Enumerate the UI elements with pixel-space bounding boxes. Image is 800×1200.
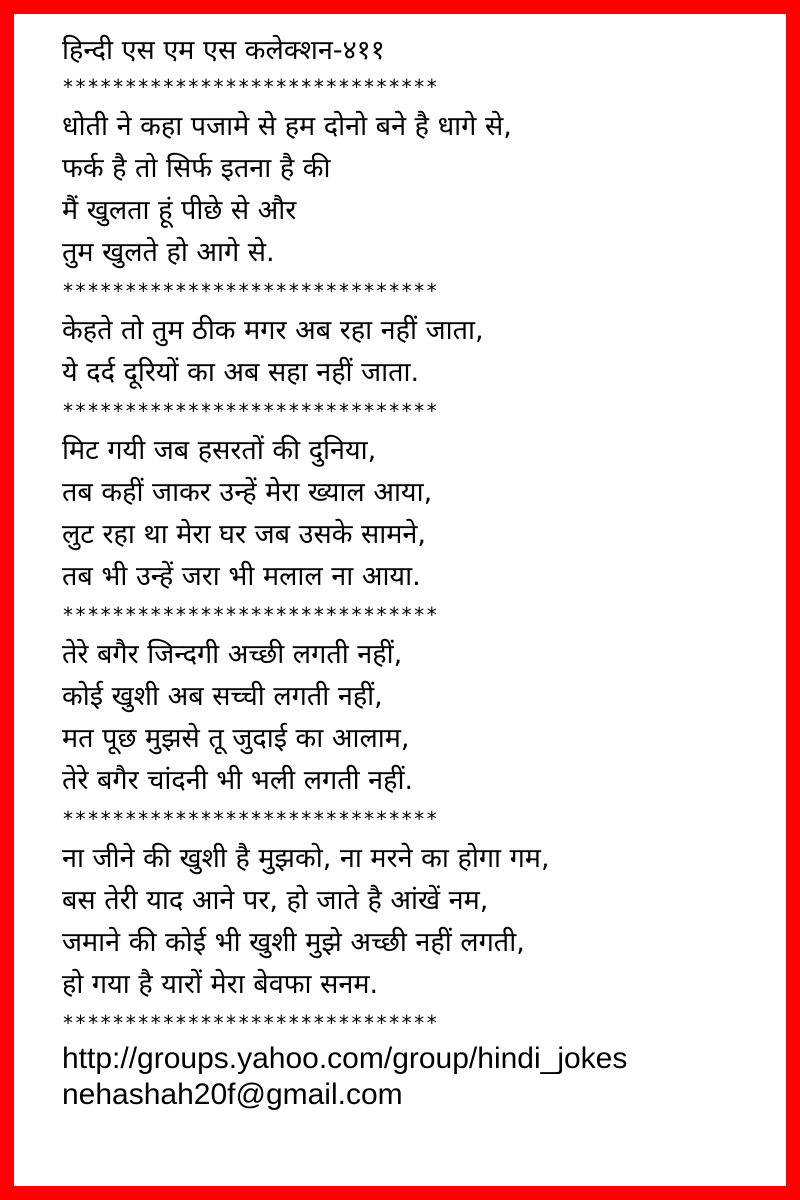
document-page [14,14,786,1186]
sms-collection [62,32,762,1112]
sms-line: तेरे बगैर जिन्दगी अच्छी लगती नहीं, [62,639,403,670]
separator: ****************************** [62,603,439,627]
sms-line: फर्क है तो सिर्फ इतना है की [62,153,331,184]
sms-line: ये दर्द दूरियों का अब सहा नहीं जाता. [62,357,420,388]
sms-line: हो गया है यारों मेरा बेवफा सनम. [62,969,379,1000]
separator: ****************************** [62,1011,439,1035]
sms-line: तब भी उन्हें जरा भी मलाल ना आया. [62,561,421,592]
sms-block-5 [62,838,762,1006]
sms-block-2 [62,310,762,394]
sms-line: तब कहीं जाकर उन्हें मेरा ख्याल आया, [62,477,433,508]
sms-line: जमाने की कोई भी खुशी मुझे अच्छी नहीं लगती, [62,927,525,958]
sms-block-1 [62,106,762,274]
separator: ****************************** [62,399,439,423]
separator: ****************************** [62,75,439,99]
sms-line: बस तेरी याद आने पर, हो जाते है आंखें नम, [62,885,489,916]
sms-line: मत पूछ मुझसे तू जुदाई का आलाम, [62,723,410,754]
sms-line: ना जीने की खुशी है मुझको, ना मरने का होगा गम, [62,843,550,874]
sms-line: धोती ने कहा पजामे से हम दोनो बने है धागे से, [62,111,512,142]
separator: ****************************** [62,807,439,831]
sms-line: मैं खुलता हूं पीछे से और [62,195,297,226]
sms-block-3 [62,430,762,598]
sms-line: तेरे बगैर चांदनी भी भली लगती नहीं. [62,765,414,796]
group-url: http://groups.yahoo.com/group/hindi_jokes [62,1042,628,1075]
separator: ****************************** [62,279,439,303]
sms-block-4 [62,634,762,802]
sms-line: केहते तो तुम ठीक मगर अब रहा नहीं जाता, [62,315,484,346]
collection-title: हिन्दी एस एम एस कलेक्शन-४११ [62,35,385,66]
sms-line: कोई खुशी अब सच्ची लगती नहीं, [62,681,383,712]
contact-email: nehashah20f@gmail.com [62,1078,403,1111]
sms-line: तुम खुलते हो आगे से. [62,237,275,268]
sms-line: लुट रहा था मेरा घर जब उसके सामने, [62,519,426,550]
sms-line: मिट गयी जब हसरतों की दुनिया, [62,435,377,466]
